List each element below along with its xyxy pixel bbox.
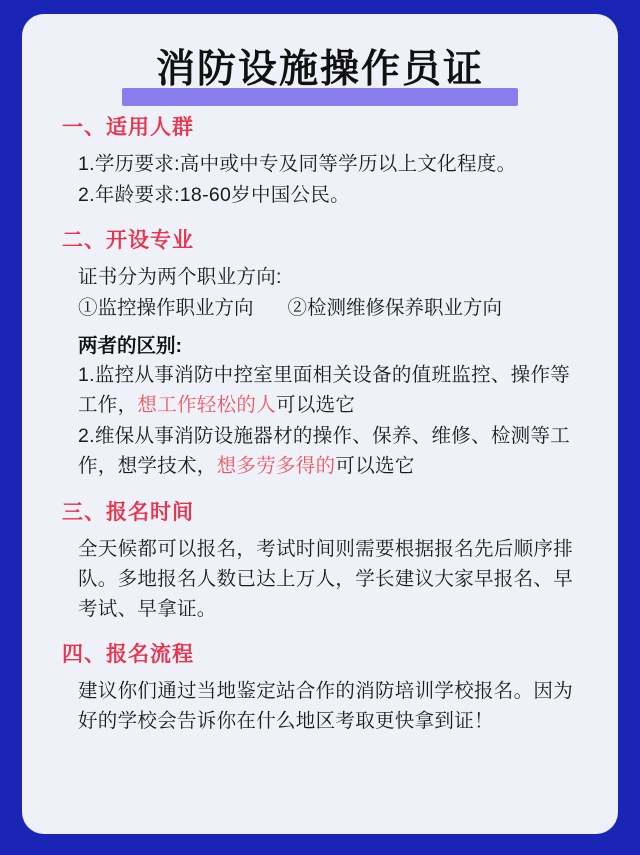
section-heading-4: 四、报名流程 bbox=[62, 643, 194, 667]
section-1-line-2: 2.年龄要求:18-60岁中国公民。 bbox=[78, 183, 350, 206]
section-2-subheading: 两者的区别: bbox=[78, 334, 182, 357]
section-heading-2: 二、开设专业 bbox=[62, 229, 194, 253]
direction-option-1: ①监控操作职业方向 bbox=[78, 297, 254, 320]
section-2-item-2-highlight: 想多劳多得的 bbox=[216, 455, 336, 478]
section-2-item-2-text-a: 2.维保从事消防设施器材的操作、保养、维修、检测等工作，想学技术， bbox=[78, 425, 571, 478]
section-heading-3: 三、报名时间 bbox=[62, 500, 194, 524]
direction-option-2: ②检测维修保养职业方向 bbox=[287, 297, 503, 320]
section-1-line-1: 1.学历要求:高中或中专及同等学历以上文化程度。 bbox=[78, 152, 517, 175]
document-card bbox=[22, 14, 618, 834]
section-2-item-1 bbox=[78, 360, 586, 420]
section-4-paragraph: 建议你们通过当地鉴定站合作的消防培训学校报名。因为好的学校会告诉你在什么地区考取更快拿到证！ bbox=[78, 680, 574, 733]
section-3-paragraph: 全天候都可以报名，考试时间则需要根据报名先后顺序排队。多地报名人数已达上万人，学长建议大家早报名、早考试、早拿证。 bbox=[78, 537, 574, 620]
section-2-item-1-text-b: 可以选它 bbox=[276, 393, 356, 416]
section-2-item-1-text-a: 1.监控从事消防中控室里面相关设备的值班监控、操作等工作， bbox=[78, 363, 571, 416]
section-2-intro: 证书分为两个职业方向: bbox=[78, 266, 282, 289]
section-2-item-1-highlight: 想工作轻松的人 bbox=[137, 393, 277, 416]
section-2-item-2 bbox=[78, 421, 586, 481]
title-block bbox=[48, 46, 592, 95]
section-2-item-2-text-b: 可以选它 bbox=[335, 455, 415, 478]
section-heading-1: 一、适用人群 bbox=[62, 115, 194, 139]
section-2-directions bbox=[78, 293, 592, 323]
page-title: 消防设施操作员证 bbox=[155, 48, 484, 91]
